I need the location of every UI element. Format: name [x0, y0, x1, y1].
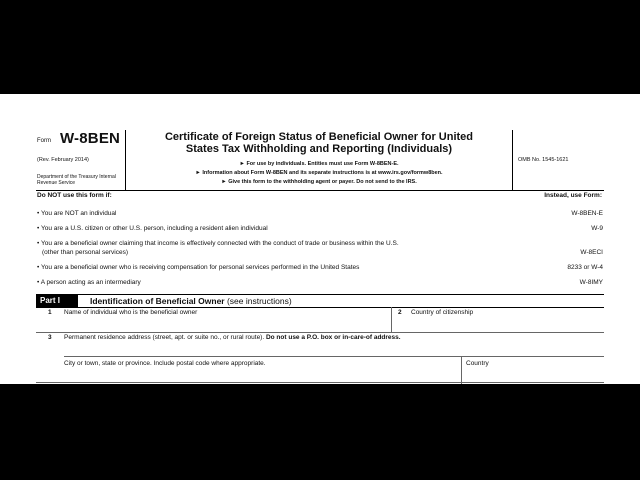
exclusion-row: [37, 224, 603, 233]
exclusion-text: • You are a U.S. citizen or other U.S. person, including a resident alien individual: [37, 225, 268, 232]
field-label-bold: Do not use a P.O. box or in-care-of address.: [264, 334, 401, 341]
city-label: City or town, state or province. Include postal code where appropriate.: [64, 360, 266, 367]
revision-date: (Rev. February 2014): [37, 157, 89, 163]
residence-address-field[interactable]: [64, 344, 602, 354]
country-of-citizenship-field[interactable]: [396, 319, 602, 329]
exclusion-row: [37, 263, 603, 272]
form-label: Form: [37, 138, 51, 144]
part-1-header: [36, 294, 604, 308]
exclusion-text: • You are a beneficial owner who is receiving compensation for personal services performed in the United States: [37, 264, 360, 271]
part-1-tag: Part I: [36, 295, 78, 307]
instead-heading: Instead, use Form:: [544, 192, 602, 199]
city-state-postal-field[interactable]: [64, 370, 458, 380]
exclusion-text: • A person acting as an intermediary: [37, 279, 141, 286]
instruction-line: ► Give this form to the withholding agent or payer. Do not send to the IRS.: [221, 179, 417, 185]
field-row-rule: [64, 356, 604, 357]
field-row-rule: [36, 382, 604, 383]
header-divider-left: [125, 130, 126, 190]
exclusions-heading: Do NOT use this form if:: [37, 192, 112, 199]
country-label: Country: [466, 360, 489, 367]
form-page: [0, 94, 640, 384]
header-instructions: [130, 160, 508, 187]
alternate-form: W-8IMY: [579, 279, 603, 286]
alternate-form: W-8ECI: [580, 249, 603, 256]
exclusion-row: [37, 278, 603, 287]
exclusion-text: • You are a beneficial owner claiming that income is effectively connected with the conduct of trade or business within the U.S.: [37, 240, 399, 247]
field-number: 1: [48, 309, 52, 316]
field-3-label: [48, 334, 401, 341]
form-title: [130, 131, 508, 155]
field-label-text: Permanent residence address (street, apt. or suite no., or rural route).: [64, 334, 265, 341]
field-1-label: [48, 309, 197, 316]
part-1-title-suffix: (see instructions): [224, 296, 292, 306]
omb-number: OMB No. 1545-1621: [518, 157, 569, 163]
exclusion-row: [37, 209, 603, 218]
field-divider: [461, 356, 462, 384]
field-label-text: Country of citizenship: [411, 309, 474, 316]
field-label-text: Name of individual who is the beneficial owner: [64, 309, 198, 316]
field-2-label: [398, 309, 473, 316]
alternate-form: 8233 or W-4: [567, 264, 603, 271]
alternate-form: W-9: [591, 225, 603, 232]
part-1-title: [90, 295, 292, 307]
field-number: 3: [48, 334, 52, 341]
field-number: 2: [398, 309, 402, 316]
beneficial-owner-name-field[interactable]: [44, 319, 390, 329]
title-line-2: States Tax Withholding and Reporting (Individuals): [185, 143, 453, 155]
field-row-rule: [36, 332, 604, 333]
title-line-1: Certificate of Foreign Status of Beneficial Owner for United: [164, 131, 474, 143]
form-number: W-8BEN: [60, 130, 121, 147]
department-name: Department of the Treasury Internal Revenue Service: [37, 174, 116, 186]
part-1-title-bold: Identification of Beneficial Owner: [90, 296, 225, 306]
exclusion-row: [37, 239, 603, 257]
country-field[interactable]: [465, 370, 602, 380]
field-divider: [391, 307, 392, 332]
header-divider-right: [512, 130, 513, 190]
alternate-form: W-8BEN-E: [571, 210, 603, 217]
header-rule: [36, 190, 604, 191]
exclusion-text: • You are NOT an individual: [37, 210, 117, 217]
instruction-line: ► Information about Form W-8BEN and its separate instructions is at www.irs.gov/formw8ben.: [195, 170, 443, 176]
exclusion-text-continued: (other than personal services): [42, 249, 128, 256]
instruction-line: ► For use by individuals. Entities must use Form W-8BEN-E.: [239, 161, 399, 167]
